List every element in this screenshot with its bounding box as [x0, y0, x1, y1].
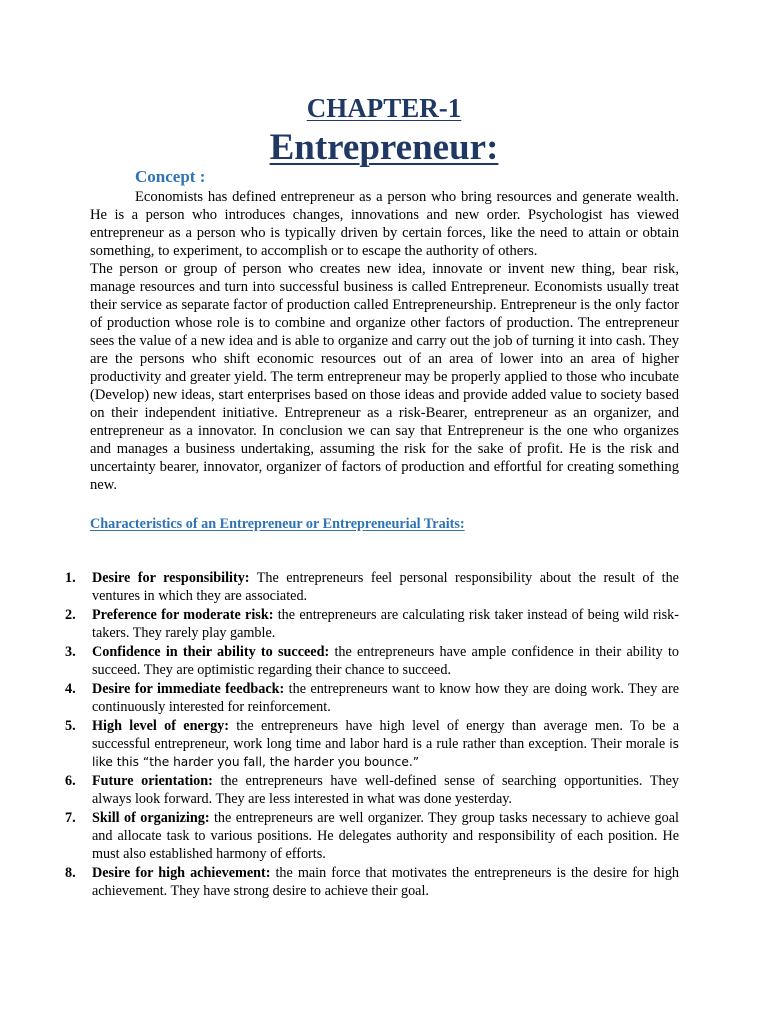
concept-paragraph-1: Economists has defined entrepreneur as a person who bring resources and generate wealth. He is a person who introduces changes, innovations and new order. Psychologist has viewed entrepreneur as a person who is typically driven by certain forces, like the need to attain or obtain something, to experiment, to accomplish or to escape the authority of others.	[90, 189, 679, 259]
item-term: High level of energy:	[92, 717, 229, 734]
item-text: the entrepreneurs are well organizer. They group tasks necessary to achieve goal and allocate task to various positions. He delegates authority and responsibility of each position. He must also established harmony of efforts.	[92, 809, 679, 863]
concept-paragraph-2: The person or group of person who creates new idea, innovate or invent new thing, bear risk, manage resources and turn into successful business is called Entrepreneur. Economists usually treat their service as separate factor of production called Entrepreneurship. Entrepreneur is the only factor of production whose role is to combine and organize other factors of production. The entrepreneur sees the value of a new idea and is able to organize and carry out the job of turning it into cash. They are the persons who shift economic resources out of an area of lower into an area of higher productivity and greater yield. The term entrepreneur may be properly applied to those who incubate (Develop) new ideas, start enterprises based on those ideas and provide added value to society based on their independent initiative. Entrepreneur as a risk-Bearer, entrepreneur as an organizer, and entrepreneur as a innovator. In conclusion we can say that Entrepreneur is the one who organizes and manages a business undertaking, assuming the risk for the sake of profit. He is the risk and uncertainty bearer, innovator, organizer of factors of production and effortful for creating something new.	[90, 261, 679, 493]
chapter-title	[0, 126, 768, 170]
item-text: the main force that motivates the entrepreneurs is the desire for high achievement. They have strong desire to achieve their goal.	[92, 864, 680, 899]
item-number: 4.	[65, 680, 76, 697]
item-text: The entrepreneurs feel personal responsibility about the result of the ventures in which they are associated.	[92, 570, 679, 605]
item-term: Desire for high achievement:	[92, 864, 271, 881]
list-item	[65, 606, 679, 642]
item-quote: is like this “the harder you fall, the harder you bounce.”	[92, 736, 679, 770]
item-term: Desire for immediate feedback:	[92, 680, 285, 697]
item-term: Desire for responsibility:	[92, 570, 250, 586]
traits-heading: Characteristics of an Entrepreneur or Entrepreneurial Traits:	[90, 516, 465, 532]
chapter-title-text: Entrepreneur:	[269, 127, 499, 168]
chapter-number	[0, 92, 768, 124]
item-text: the entrepreneurs have ample confidence in their ability to succeed. They are optimistic regarding their chance to succeed.	[92, 643, 679, 679]
list-item	[65, 717, 679, 772]
item-term: Skill of organizing:	[92, 809, 210, 826]
list-item	[65, 643, 679, 679]
list-item	[65, 569, 679, 605]
item-number: 2.	[65, 606, 76, 623]
list-item	[65, 864, 679, 900]
item-number: 3.	[65, 643, 76, 660]
concept-heading: Concept :	[135, 167, 206, 186]
list-item	[65, 809, 679, 864]
list-item	[65, 680, 679, 716]
item-number: 8.	[65, 864, 76, 881]
item-text: the entrepreneurs are calculating risk taker instead of being wild risk-takers. They rarely play gamble.	[92, 606, 679, 642]
item-text: the entrepreneurs want to know how they are doing work. They are continuously interested for reinforcement.	[92, 680, 679, 715]
chapter-number-text: CHAPTER-1	[306, 93, 462, 123]
item-term: Confidence in their ability to succeed:	[92, 643, 330, 660]
concept-body	[90, 188, 679, 494]
item-number: 7.	[65, 809, 76, 826]
item-term: Future orientation:	[92, 772, 213, 789]
item-number: 6.	[65, 772, 76, 789]
traits-list	[65, 569, 679, 901]
list-item	[65, 772, 679, 808]
item-number: 1.	[65, 570, 76, 586]
item-term: Preference for moderate risk:	[92, 606, 274, 623]
item-text: the entrepreneurs have high level of energy than average men. To be a successful entrepreneur, work long time and labor hard is a rule rather than exception. Their morale	[92, 717, 679, 752]
item-number: 5.	[65, 717, 76, 734]
item-text: the entrepreneurs have well-defined sense of searching opportunities. They always look forward. They are less interested in what was done yesterday.	[92, 772, 679, 807]
